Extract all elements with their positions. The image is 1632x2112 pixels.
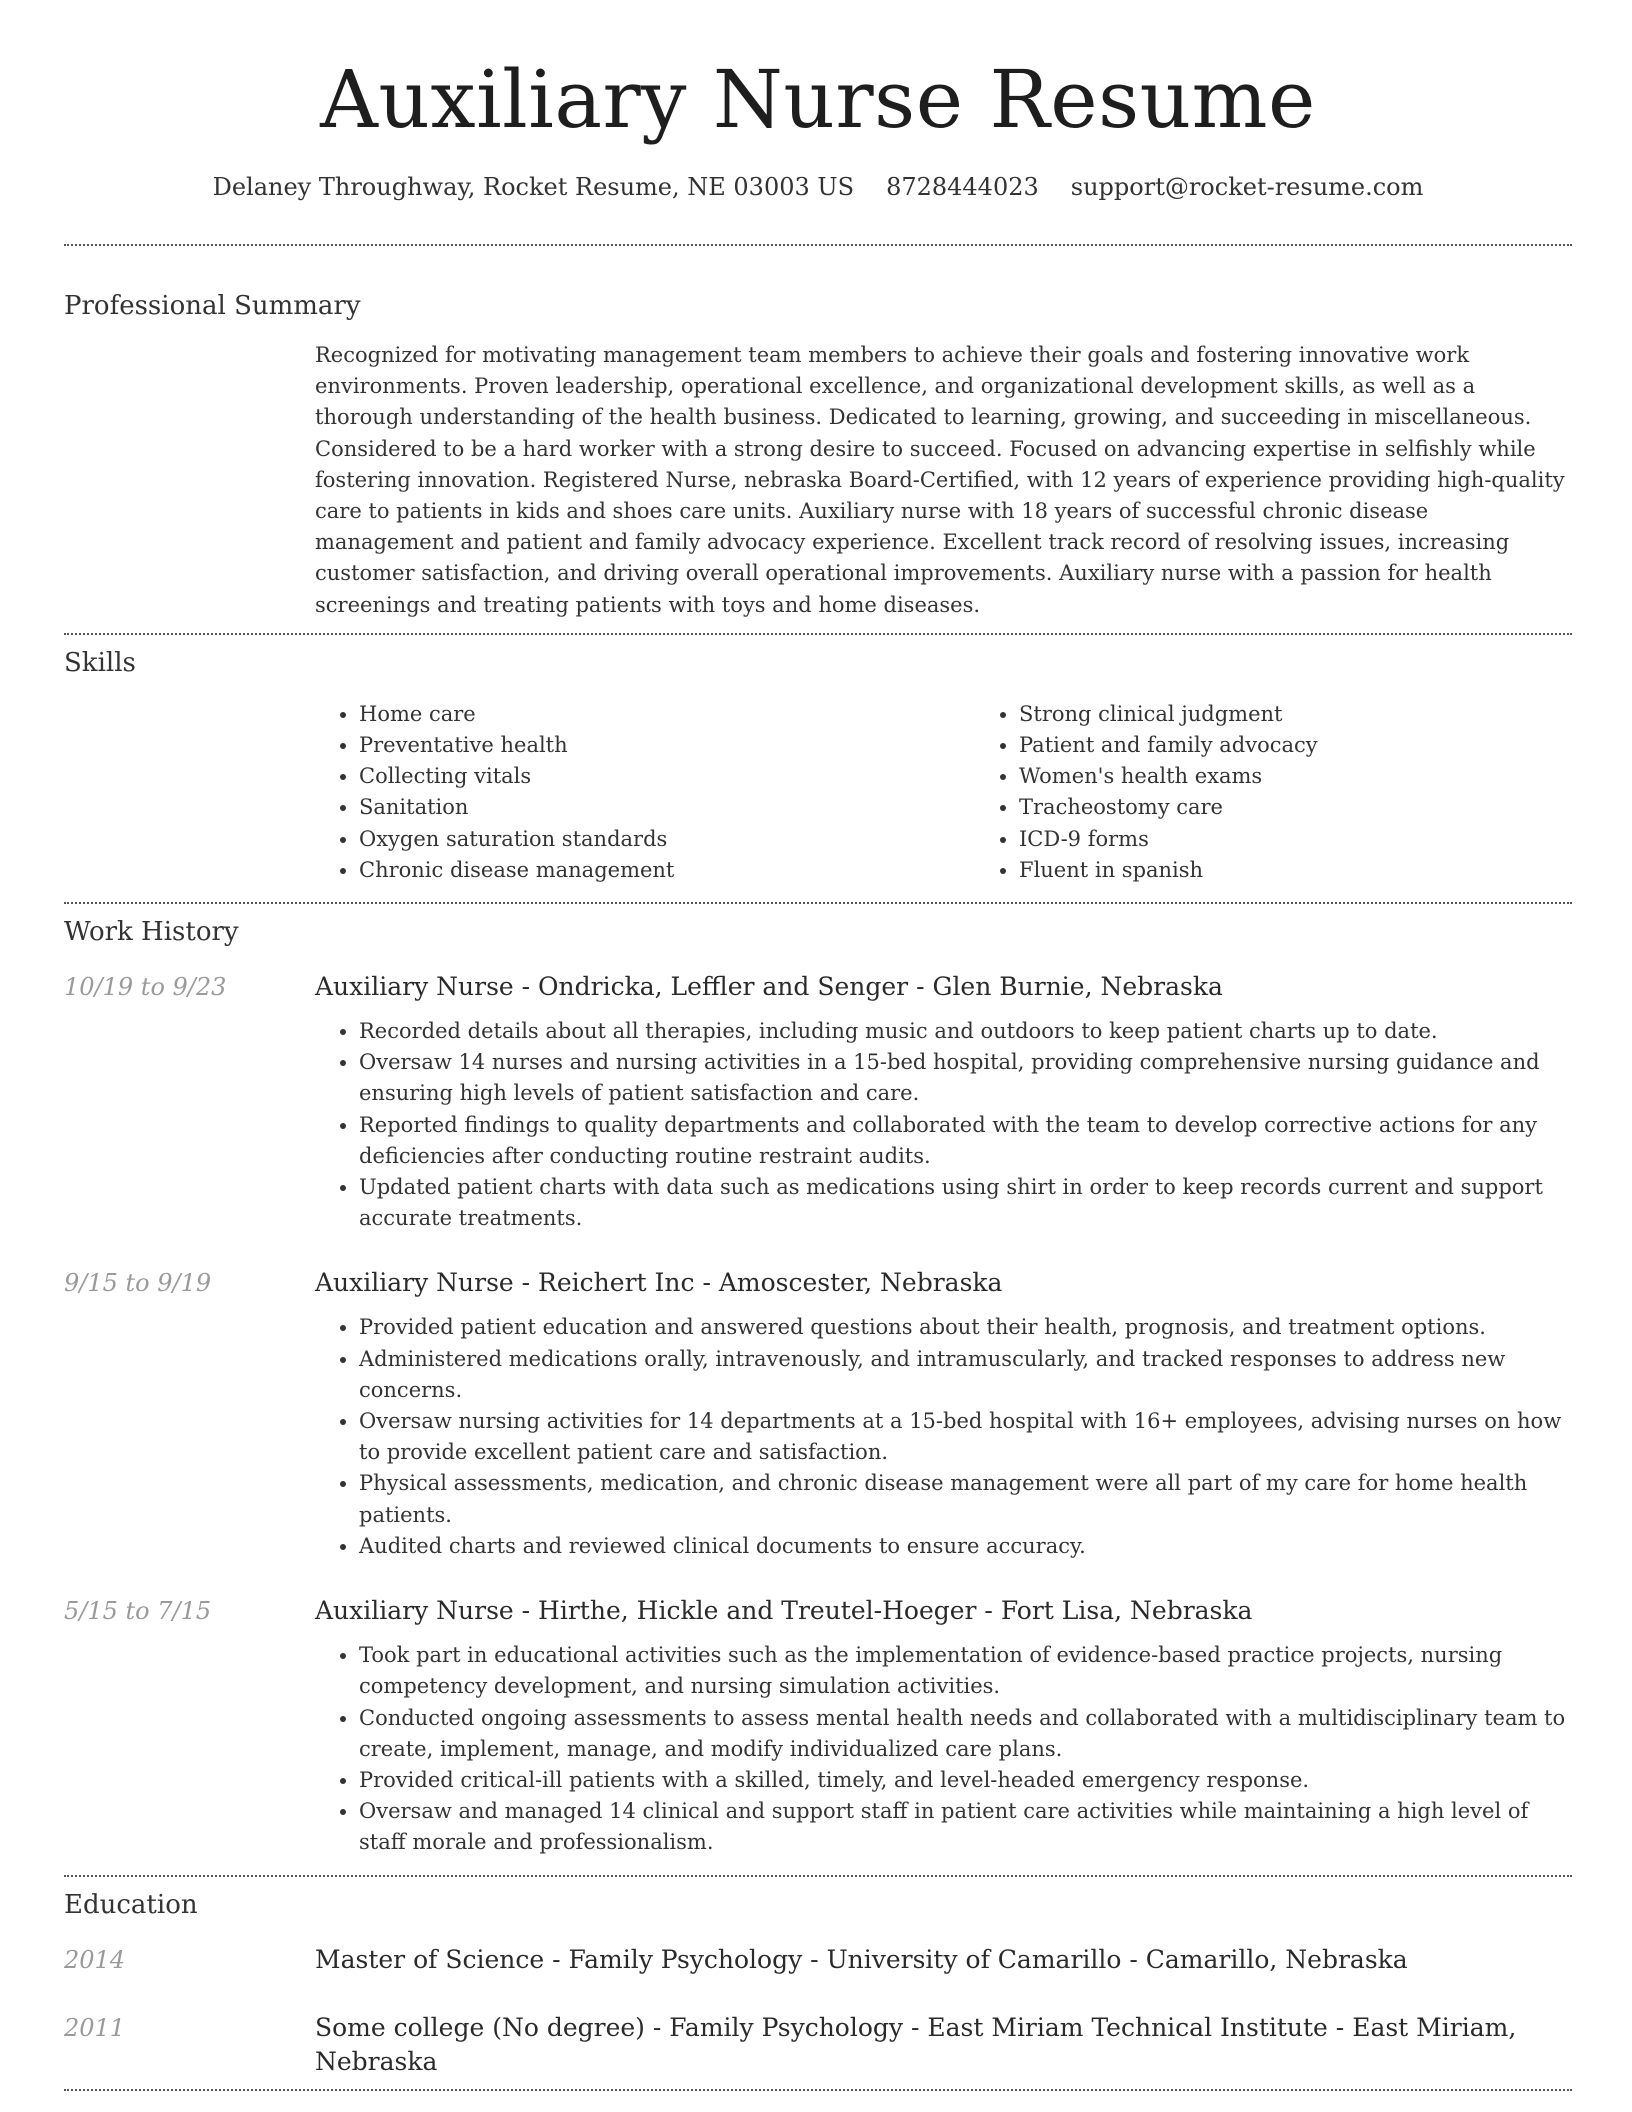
skill-item: • Strong clinical judgment [1019, 699, 1632, 730]
summary-section [64, 288, 1572, 621]
job-bullet: • Physical assessments, medication, and chronic disease management were all part of my care for home health patients. [359, 1468, 1572, 1530]
skills-heading: Skills [64, 647, 136, 678]
job-bullet: • Recorded details about all therapies, including music and outdoors to keep patient charts up to date. [359, 1016, 1572, 1047]
skill-item: • Women's health exams [1019, 761, 1632, 792]
job-entry [64, 1594, 1572, 1858]
skill-item: • Patient and family advocacy [1019, 730, 1632, 761]
education-text: Master of Science - Family Psychology - University of Camarillo - Camarillo, Nebraska [315, 1944, 1408, 1974]
divider [64, 2089, 1572, 2091]
skill-item: • Home care [359, 699, 975, 730]
divider [64, 1875, 1572, 1877]
job-bullet: • Provided critical-ill patients with a skilled, timely, and level-headed emergency response. [359, 1765, 1572, 1796]
resume-title: Auxiliary Nurse Resume [320, 53, 1316, 146]
job-bullet: • Audited charts and reviewed clinical documents to ensure accuracy. [359, 1531, 1572, 1562]
skill-item: • Sanitation [359, 792, 975, 823]
summary-heading: Professional Summary [64, 291, 361, 321]
summary-text: Recognized for motivating management team members to achieve their goals and fostering innovative work environments. Proven leadership, operational excellence, and organizational development skills, as well as a thorough understanding of the health business. Dedicated to learning, growing, and succeeding in miscellaneous. Considered to be a hard worker with a strong desire to succeed. Focused on advancing expertise in selfishly while fostering innovation. Registered Nurse, nebraska Board-Certified, with 12 years of experience providing high-quality care to patients in kids and shoes care units. Auxiliary nurse with 18 years of successful chronic disease management and patient and family advocacy experience. Excellent track record of resolving issues, increasing customer satisfaction, and driving overall operational improvements. Auxiliary nurse with a passion for health screenings and treating patients with toys and home diseases. [315, 343, 1565, 617]
education-section [64, 1887, 1572, 2079]
education-year: 2014 [64, 1945, 126, 1974]
job-bullet: • Took part in educational activities such as the implementation of evidence-based practice projects, nursing competency development, and nursing simulation activities. [359, 1640, 1572, 1702]
divider [64, 902, 1572, 904]
skill-item: • Fluent in spanish [1019, 855, 1632, 886]
job-bullet: • Conducted ongoing assessments to assess mental health needs and collaborated with a multidisciplinary team to create, implement, manage, and modify individualized care plans. [359, 1703, 1572, 1765]
skill-item: • ICD-9 forms [1019, 824, 1632, 855]
education-entry [64, 1943, 1572, 1977]
contact-address: Delaney Throughway, Rocket Resume, NE 03003 US [212, 173, 855, 201]
job-bullet: • Oversaw 14 nurses and nursing activities in a 15-bed hospital, providing comprehensive nursing guidance and ensuring high levels of patient satisfaction and care. [359, 1047, 1572, 1109]
skill-item: • Preventative health [359, 730, 975, 761]
education-text: Some college (No degree) - Family Psychology - East Miriam Technical Institute - East Miriam, Nebraska [315, 2012, 1517, 2076]
job-bullet: • Oversaw and managed 14 clinical and support staff in patient care activities while maintaining a high level of staff morale and professionalism. [359, 1796, 1572, 1858]
job-bullet: • Administered medications orally, intravenously, and intramuscularly, and tracked responses to address new concerns. [359, 1344, 1572, 1406]
job-bullet: • Reported findings to quality departments and collaborated with the team to develop corrective actions for any deficiencies after conducting routine restraint audits. [359, 1110, 1572, 1172]
job-dates: 5/15 to 7/15 [64, 1597, 212, 1626]
job-bullets [315, 1640, 1572, 1858]
work-section [64, 914, 1572, 1858]
contact-email[interactable]: support@rocket-resume.com [1070, 173, 1424, 201]
job-title: Auxiliary Nurse - Reichert Inc - Amoscester, Nebraska [315, 1268, 1003, 1298]
job-title: Auxiliary Nurse - Hirthe, Hickle and Treutel-Hoeger - Fort Lisa, Nebraska [315, 1596, 1253, 1626]
job-entry [64, 1266, 1572, 1562]
divider [64, 633, 1572, 635]
contact-line [64, 170, 1572, 204]
skills-list-left [315, 699, 975, 886]
skill-item: • Oxygen saturation standards [359, 824, 975, 855]
contact-phone: 8728444023 [886, 173, 1039, 201]
job-bullet: • Updated patient charts with data such as medications using shirt in order to keep records current and support accurate treatments. [359, 1172, 1572, 1234]
work-heading: Work History [64, 917, 239, 948]
job-dates: 9/15 to 9/19 [64, 1269, 212, 1298]
job-dates: 10/19 to 9/23 [64, 973, 227, 1002]
skill-item: • Tracheostomy care [1019, 792, 1632, 823]
skill-item: • Collecting vitals [359, 761, 975, 792]
job-bullets [315, 1312, 1572, 1562]
job-bullet: • Provided patient education and answered questions about their health, prognosis, and treatment options. [359, 1312, 1572, 1343]
divider [64, 244, 1572, 246]
education-year: 2011 [64, 2013, 126, 2042]
job-bullet: • Oversaw nursing activities for 14 departments at a 15-bed hospital with 16+ employees, advising nurses on how to provide excellent patient care and satisfaction. [359, 1406, 1572, 1468]
job-entry [64, 970, 1572, 1234]
job-title: Auxiliary Nurse - Ondricka, Leffler and Senger - Glen Burnie, Nebraska [315, 972, 1223, 1002]
skills-section [64, 645, 1572, 886]
skills-list-right [975, 699, 1632, 886]
education-heading: Education [64, 1889, 198, 1920]
education-entry [64, 2011, 1572, 2079]
skill-item: • Chronic disease management [359, 855, 975, 886]
job-bullets [315, 1016, 1572, 1234]
resume-page [64, 0, 1572, 2091]
